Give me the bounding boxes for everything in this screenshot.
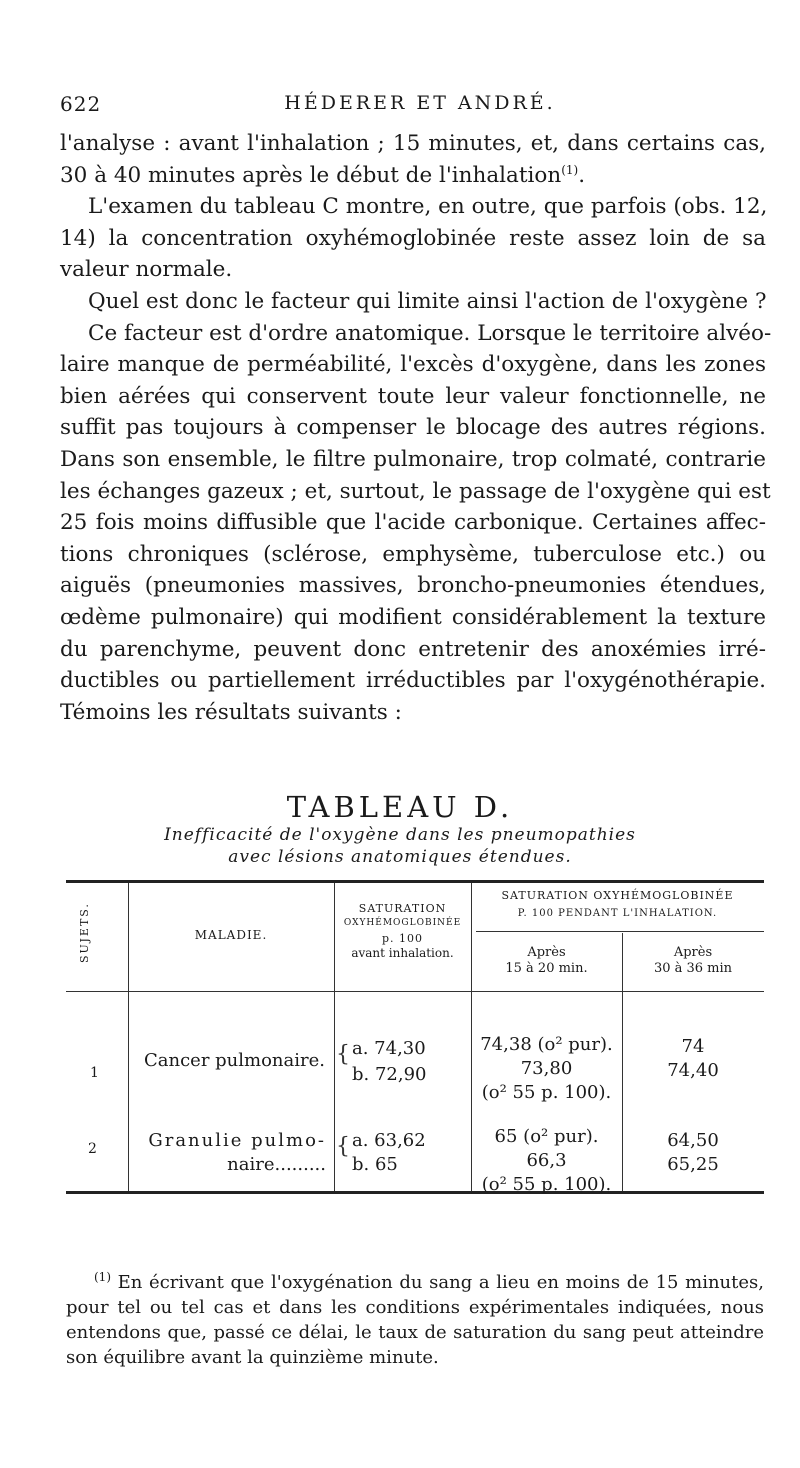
text-line: les échanges gazeux ; et, surtout, le passage de l'oxygène qui est [60, 478, 771, 504]
data-table [66, 880, 764, 1194]
footnote-line: entendons que, passé ce délai, le taux de saturation du sang peut atteindre [66, 1322, 764, 1343]
cell-before-b: b. 65 [352, 1154, 398, 1175]
header-sat-during: SATURATION OXYHÉMOGLOBINÉE P. 100 PENDANT L'INHALATION. [501, 889, 734, 919]
table-subtitle-line: Inefficacité de l'oxygène dans les pneumopathies [164, 825, 636, 845]
cell-after30: 74 74,40 [667, 1036, 719, 1081]
page-number: 622 [60, 92, 102, 116]
table-subtitle [0, 824, 800, 868]
paragraph-1 [60, 128, 766, 191]
text-line: 14) la concentration oxyhémoglobinée reste assez loin de sa [60, 225, 766, 251]
cell-maladie: Cancer pulmonaire. [144, 1050, 325, 1071]
text-line: L'examen du tableau C montre, en outre, que parfois (obs. 12, [88, 194, 768, 220]
cell-before-a: a. 74,30 [352, 1038, 426, 1059]
text-line: Témoins les résultats suivants : [60, 699, 402, 725]
text-line: tions chroniques (sclérose, emphysème, tuberculose etc.) ou [60, 541, 766, 567]
table-subtitle-line: avec lésions anatomiques étendues. [228, 847, 572, 867]
text-line: Quel est donc le facteur qui limite ainsi l'action de l'oxygène ? [88, 288, 767, 314]
body-text [60, 128, 772, 728]
footnote [66, 1270, 764, 1370]
text-line: suffit pas toujours à compenser le blocage des autres régions. [60, 415, 766, 441]
cell-sujet: 2 [88, 1141, 97, 1157]
text-line: œdème pulmonaire) qui modifient considérablement la texture [60, 604, 766, 630]
cell-after15: 65 (o² pur). 66,3 (o² 55 p. 100). [481, 1126, 612, 1195]
text-line: ductibles ou partiellement irréductibles par l'oxygénothérapie. [60, 668, 766, 694]
text-line: laire manque de perméabilité, l'excès d'oxygène, dans les zones [60, 352, 766, 378]
cell-brace: { [336, 1042, 350, 1067]
text-line: bien aérées qui conservent toute leur valeur fonctionnelle, ne [60, 383, 766, 409]
text-line: aiguës (pneumonies massives, broncho-pneumonies étendues, [60, 573, 766, 599]
header-after-15: Après 15 à 20 min. [505, 945, 588, 976]
footnote-marker: (1) [94, 1270, 111, 1284]
text-line: l'analyse : avant l'inhalation ; 15 minutes, et, dans certains cas, [60, 131, 766, 156]
paragraph-3 [60, 286, 766, 318]
paragraph-2 [60, 191, 766, 286]
header-sat-before: SATURATION OXYHÉMOGLOBINÉE p. 100 avant inhalation. [343, 902, 462, 960]
footnote-line: pour tel ou tel cas et dans les conditions expérimentales indiquées, nous [66, 1297, 764, 1318]
paragraph-4 [60, 318, 772, 729]
text-line: 25 fois moins diffusible que l'acide carbonique. Certaines affec- [60, 510, 766, 536]
footnote-line: son équilibre avant la quinzième minute. [66, 1347, 439, 1368]
cell-before-a: a. 63,62 [352, 1130, 426, 1151]
running-title: HÉDERER ET ANDRÉ. [284, 92, 556, 114]
table-rule [476, 931, 764, 932]
page-header [60, 92, 760, 122]
footnote-line: $^{(1)}$ En écrivant que l'oxygénation du sang a lieu en moins de 15 minutes, [94, 1270, 764, 1293]
text-line: du parenchyme, peuvent donc entretenir des anoxémies irré- [60, 636, 766, 662]
table-rule [66, 991, 764, 992]
text-line: 30 à 40 minutes après le début de l'inhalation$^{(1)}$. [60, 162, 586, 188]
cell-sujet: 1 [90, 1065, 99, 1081]
header-maladie: MALADIE. [194, 928, 268, 942]
footnote-ref: (1) [561, 162, 579, 177]
header-sujets: SUJETS. [78, 902, 91, 963]
cell-brace: { [336, 1134, 350, 1159]
cell-after30: 64,50 65,25 [667, 1130, 719, 1175]
cell-after15: 74,38 (o² pur). 73,80 (o² 55 p. 100). [480, 1034, 613, 1103]
text-line: Dans son ensemble, le filtre pulmonaire, trop colmaté, contrarie [60, 446, 766, 472]
text-line: valeur normale. [60, 257, 233, 283]
cell-maladie: Granulie pulmo- naire......... [148, 1130, 326, 1175]
header-after-30: Après 30 à 36 min [653, 945, 733, 976]
table-title: TABLEAU D. [286, 790, 514, 824]
text-line: Ce facteur est d'ordre anatomique. Lorsque le territoire alvéo- [88, 320, 772, 346]
cell-before-b: b. 72,90 [352, 1064, 427, 1085]
